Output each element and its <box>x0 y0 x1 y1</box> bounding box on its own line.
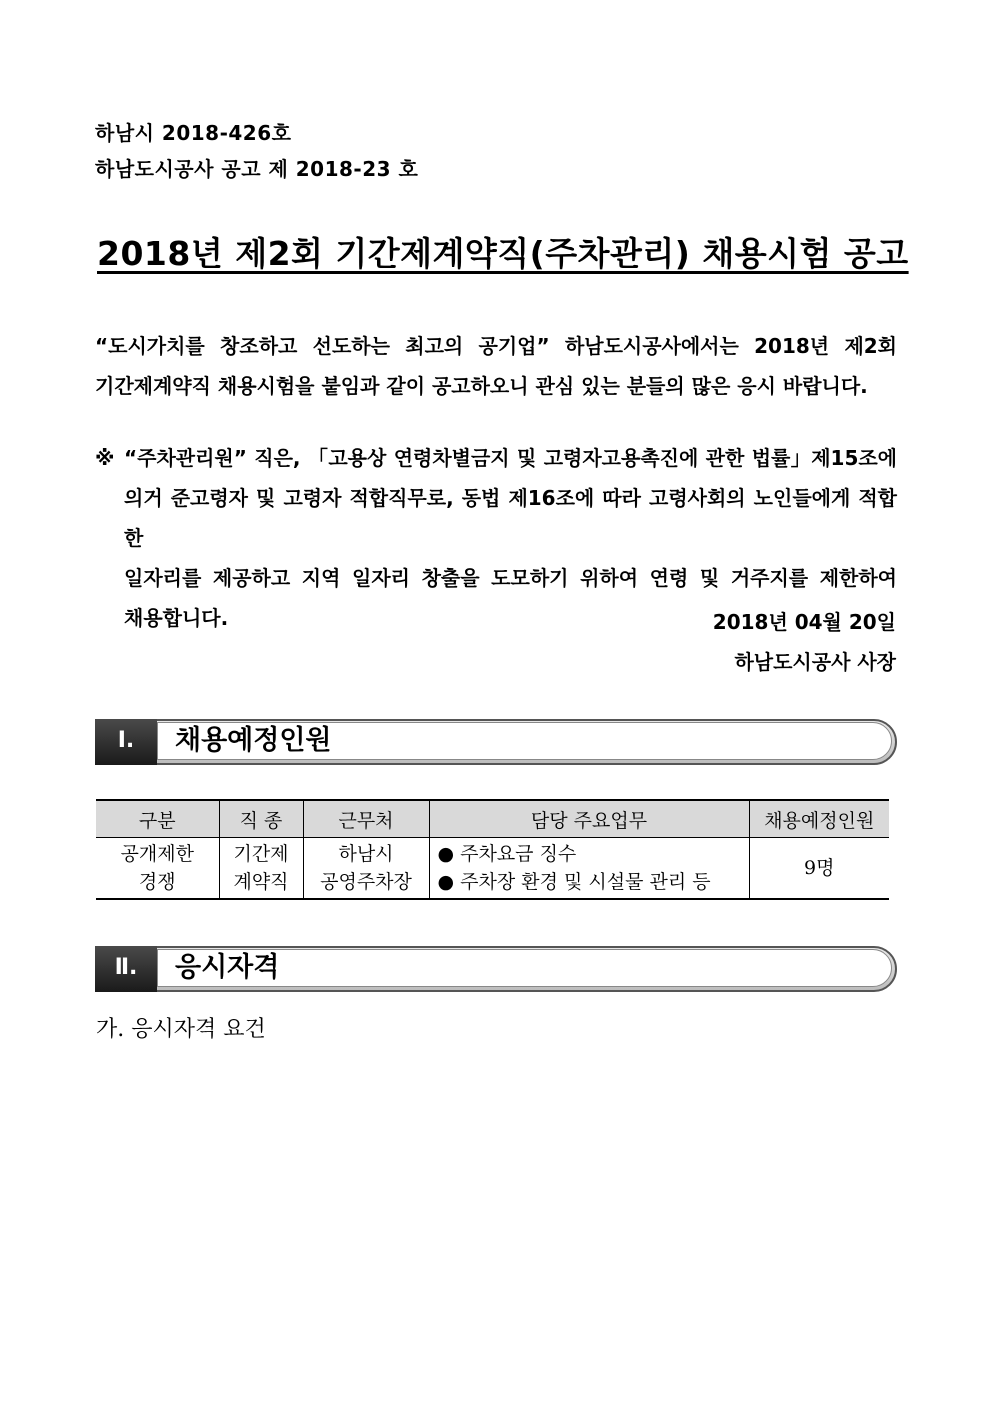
section-title: 채용예정인원 <box>175 725 332 756</box>
intro-paragraph <box>95 326 897 406</box>
remark-line-2: 의거 준고령자 및 고령자 적합직무로, 동법 제16조에 따라 고령사회의 노인들에게 적합한 <box>124 486 897 550</box>
cell-headcount: 9명 <box>749 838 889 900</box>
section-number: Ⅰ. <box>117 728 135 753</box>
cell-category: 공개제한 경쟁 <box>96 838 219 900</box>
remark-line-4: 채용합니다. <box>124 606 229 630</box>
intro-line-1: “도시가치를 창조하고 선도하는 최고의 공기업” 하남도시공사에서는 2018년 제2회 <box>95 334 897 358</box>
notice-date: 2018년 04월 20일 <box>712 610 896 634</box>
table-header-row <box>96 800 889 838</box>
subsection-heading: 가. 응시자격 요건 <box>96 1017 266 1042</box>
notice-number: 하남도시공사 공고 제 2018-23 호 <box>95 157 419 181</box>
header-workplace: 근무처 <box>303 800 429 838</box>
remark-line-1: “주차관리원” 직은, 「고용상 연령차별금지 및 고령자고용촉진에 관한 법률」제15조에 <box>124 446 897 470</box>
intro-line-2: 기간제계약직 채용시험을 붙임과 같이 공고하오니 관심 있는 분들의 많은 응시 바랍니다. <box>95 374 868 398</box>
issuer-signature: 하남도시공사 사장 <box>734 650 896 674</box>
section-header-recruitment <box>95 719 895 763</box>
header-category: 구분 <box>96 800 219 838</box>
header-duties: 담당 주요업무 <box>429 800 749 838</box>
table-row <box>96 838 889 900</box>
section-header-eligibility <box>95 946 895 990</box>
cell-workplace: 하남시 공영주차장 <box>303 838 429 900</box>
header-headcount: 채용예정인원 <box>749 800 889 838</box>
reference-mark: ※ <box>95 446 115 470</box>
duty-item: ● 주차요금 징수 <box>437 843 577 865</box>
duty-item: ● 주차장 환경 및 시설물 관리 등 <box>437 871 711 893</box>
cell-duties <box>429 838 749 900</box>
cell-job-type: 기간제 계약직 <box>219 838 303 900</box>
remark-line-3: 일자리를 제공하고 지역 일자리 창출을 도모하기 위하여 연령 및 거주지를 제한하여 <box>124 566 897 590</box>
city-document-number: 하남시 2018-426호 <box>95 121 292 145</box>
section-number: Ⅱ. <box>114 955 138 980</box>
header-job-type: 직 종 <box>219 800 303 838</box>
page-title: 2018년 제2회 기간제계약직(주차관리) 채용시험 공고 <box>97 234 909 273</box>
section-title: 응시자격 <box>175 952 280 983</box>
recruitment-table <box>96 799 889 900</box>
